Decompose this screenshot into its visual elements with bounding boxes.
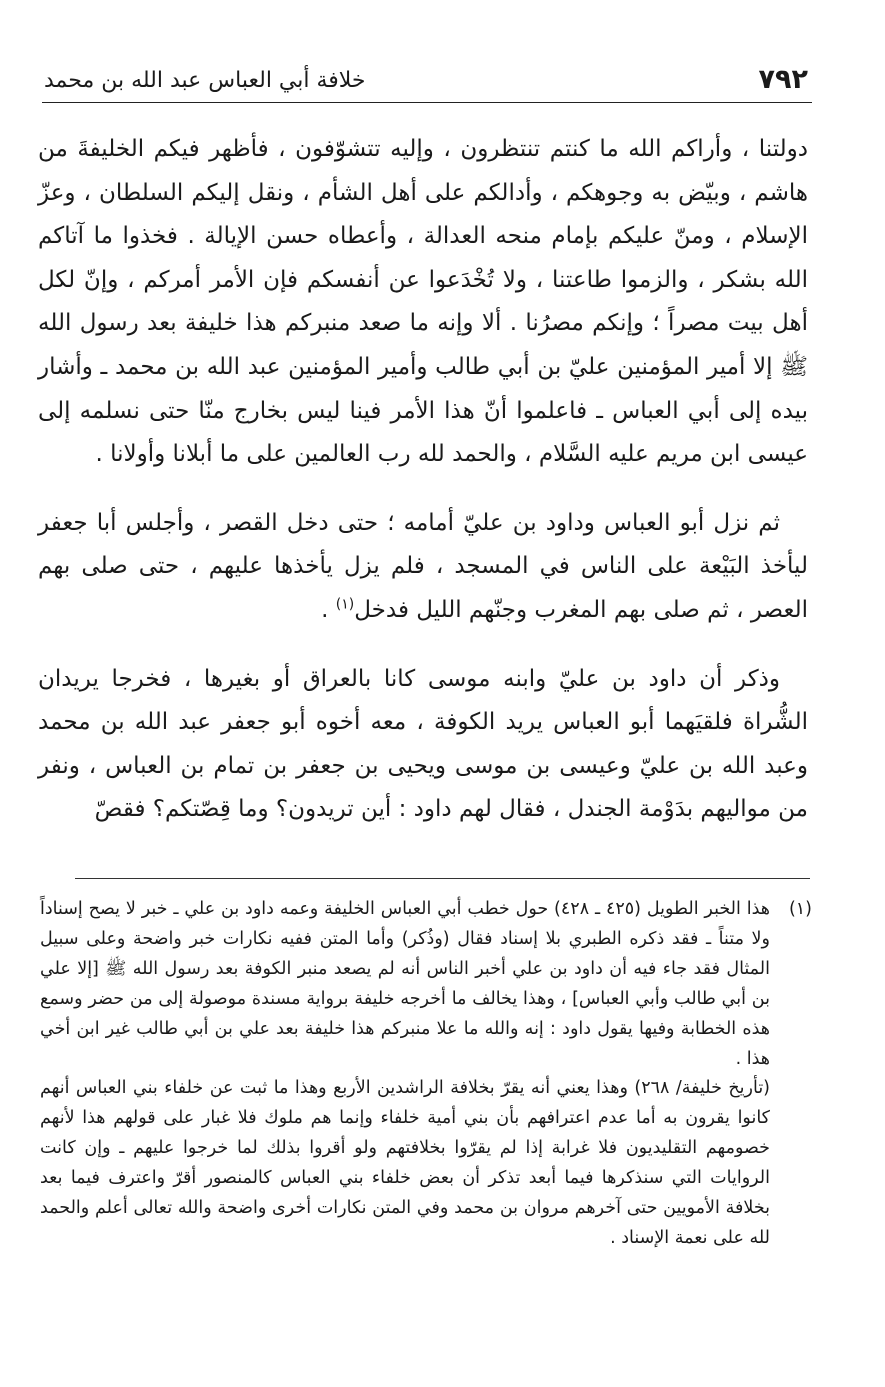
paragraph: دولتنا ، وأراكم الله ما كنتم تنتظرون ، وإليه تتشوّفون ، فأظهر فيكم الخليفةَ من هاشم ، وبيّض به وجوهكم ، وأدالكم على أهل الشأم ، ونقل إليكم السلطان ، وعزّ الإسلام ، ومنّ عليكم بإمام منحه العدالة ، وأعطاه حسن الإيالة . فخذوا ما آتاكم الله بشكر ، والزموا طاعتنا ، ولا تُخْدَعوا عن أنفسكم فإن الأمر أمركم ، وإنّ لكل أهل بيت مصراً ؛ وإنكم مصرُنا . ألا وإنه ما صعد منبركم هذا خليفة بعد رسول الله ﷺ إلا أمير المؤمنين عليّ بن أبي طالب وأمير المؤمنين عبد الله بن محمد ـ وأشار بيده إلى أبي العباس ـ فاعلموا أنّ هذا الأمر فينا ليس بخارج منّا حتى نسلمه إلى عيسى ابن مريم عليه السَّلام ، والحمد لله رب العالمين على ما أبلانا وأولانا . — [38, 136, 808, 468]
paragraph: وذكر أن داود بن عليّ وابنه موسى كانا بالعراق أو بغيرها ، فخرجا يريدان الشُّراة فلقيَهما أبو العباس يريد الكوفة ، معه أخوه أبو جعفر عبد الله بن محمد وعبد الله بن عليّ وعيسى بن موسى ويحيى بن جعفر بن تمام بن العباس ، ونفر من مواليهم بدَوْمة الجندل ، فقال لهم داود : أين تريدون؟ وما قِصّتكم؟ فقصّ — [38, 665, 808, 823]
footnotes — [40, 895, 812, 1254]
page-header — [42, 62, 812, 103]
footnote-paragraph: (تأريخ خليفة/ ٢٦٨) وهذا يعني أنه يقرّ بخلافة الراشدين الأربع وهذا ما ثبت عن خلفاء بني العباس أنهم كانوا يقرون به أما عدم اعترافهم بأن بني أمية خلفاء وإنما هم ملوك فلا غبار على قولهم هذا لأنهم خصومهم التقليديون فلا غرابة إذا لم يقرّوا بخلافتهم ولو أقروا بذلك لما خرجوا عليهم ـ وإن كانت الروايات التي سنذكرها فيما أبعد تذكر أن بعض خلفاء بني العباس كالمنصور أقرّ واعترف فيما بعد بخلافة الأمويين حتى آخرهم مروان بن محمد وفي المتن نكارات أخرى واضحة والله تعالى أعلم والحمد لله على نعمة الإسناد . — [40, 1078, 771, 1248]
paragraph-end: . — [321, 596, 336, 623]
footnote-paragraph: هذا الخبر الطويل (٤٢٥ ـ ٤٢٨) حول خطب أبي العباس الخليفة وعمه داود بن علي ـ خبر لا يصح إسناداً ولا متناً ـ فقد ذكره الطبري بلا إسناد فقال (وذُكر) وأما المتن ففيه نكارات خبر واضحة وعلى سبيل المثال فقد جاء فيه أن داود بن علي أخبر الناس أنه لم يصعد منبر الكوفة بعد رسول الله ﷺ [إلا علي بن أبي طالب وأبي العباس] ، وهذا يخالف ما أخرجه خليفة برواية مسندة موصولة إلى من حضر وسمع هذه الخطابة وفيها يقول داود : إنه والله ما علا منبركم هذا خليفة بعد علي بن أبي طالب غير ابن أخي هذا . — [40, 899, 770, 1069]
footnote-divider — [75, 878, 810, 879]
footnote-reference[interactable]: (١) — [335, 596, 355, 613]
main-text — [38, 128, 808, 857]
footnote-body — [40, 895, 770, 1254]
page-number: ٧٩٢ — [758, 64, 808, 95]
footnote-number: (١) — [788, 899, 812, 919]
paragraph — [38, 502, 808, 633]
running-title: خلافة أبي العباس عبد الله بن محمد — [44, 68, 366, 93]
paragraph-text: ثم نزل أبو العباس وداود بن عليّ أمامه ؛ حتى دخل القصر ، وأجلس أبا جعفر ليأخذ البَيْعة على الناس في المسجد ، فلم يزل يأخذها عليهم ، حتى صلى بهم العصر ، ثم صلى بهم المغرب وجنّهم الليل فدخل — [38, 509, 808, 623]
